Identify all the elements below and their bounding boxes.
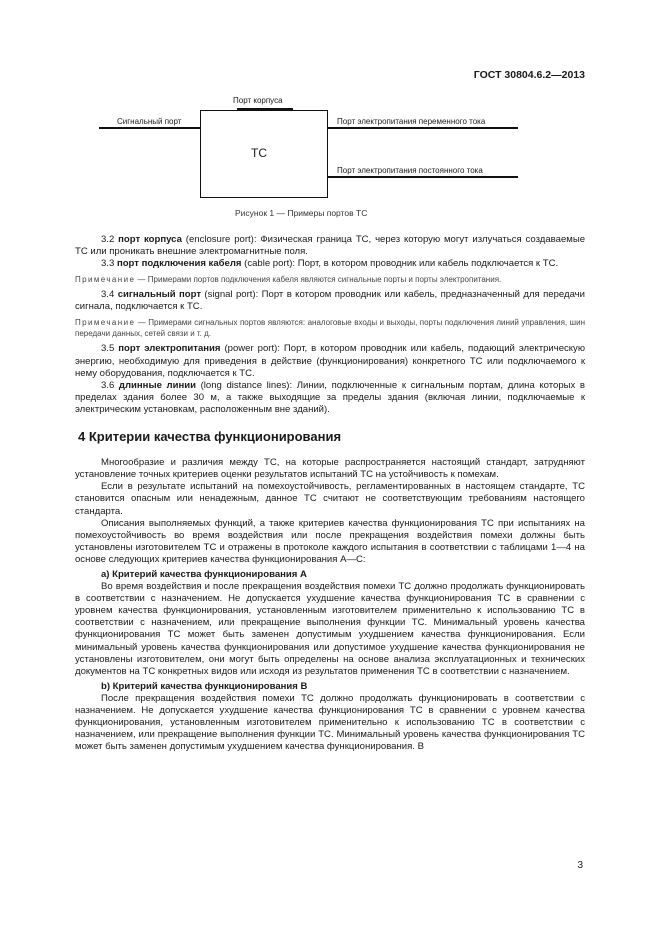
criterion-b-heading: b) Критерий качества функционирования В: [101, 680, 308, 692]
criterion-a-text: Во время воздействия и после прекращения воздействия помехи ТС должно продолжать функционировать в соответствии с назначением. Не допускается ухудшение качества функционирования ТС в сравнении с уровнем качества функционирования, установленным изготовителем применительно к использованию ТС в соответствии с назначением, или прекращение выполнения функции ТС. Минимальный уровень качества функционирования ТС может быть заменен допустимым ухудшением качества функционирования. Если минимальный уровень качества функционирования или допустимое ухудшение качества функционирования не установлены изготовителем, они могут быть определены на основе анализа эксплуатационных и технических документов на ТС конкретных видов или исходя из результатов применения ТС в соответствии с назначением.: [75, 581, 585, 677]
equipment-box-label: ТС: [251, 146, 267, 160]
section-4-paragraph-3: Описания выполняемых функций, а также критериев качества функционирования ТС при испытаниях на помехоустойчивость во время воздействия или после прекращения воздействия помехи должны быть установлены изготовителем ТС и отражены в протоколе каждого испытания в соответствии с таблицами 1—4 на основе следующих критериев качества функционирования А—С:: [75, 517, 585, 565]
note-signal-port: Примечание — Примерами сигнальных портов являются: аналоговые входы и выходы, порты подключения линий управления, шин передачи данных, сетей связи и т. д.: [75, 318, 585, 339]
section-4-paragraph-1: Многообразие и различия между ТС, на которые распространяется настоящий стандарт, затрудняют установление точных критериев оценки результатов испытаний ТС на устойчивость к помехам.: [75, 457, 585, 481]
criterion-b-text: После прекращения воздействия помехи ТС должно продолжать функционировать в соответствии с назначением. Не допускается ухудшение качества функционирования ТС в сравнении с уровнем качества функционирования, установленным изготовителем применительно к использованию ТС в соответствии с назначением, или прекращение выполнения функции ТС. Минимальный уровень качества функционирования ТС может быть заменен допустимым ухудшением качества функционирования. В: [75, 692, 585, 753]
definition-3-6: 3.6 длинные линии (long distance lines): Линии, подключенные к сигнальным портам, длина которых в пределах здания более 30 м, а также выходящие за пределы здания (включая линии, подключаемые к электрическим установкам, расположенным вне зданий).: [75, 379, 585, 415]
page-number: 3: [577, 860, 583, 871]
definition-3-5: 3.5 порт электропитания (power port): Порт, в котором проводник или кабель, подающий электрическую энергию, необходимую для приведения в действие (функционирования) конкретного ТС или подключаемого к нему оборудования, подключается к ТС.: [75, 343, 585, 379]
dc-power-port-label: Порт электропитания постоянного тока: [337, 166, 483, 175]
ac-power-port-label: Порт электропитания переменного тока: [337, 117, 486, 126]
criterion-a-heading: а) Критерий качества функционирования А: [101, 568, 307, 580]
figure-caption: Рисунок 1 — Примеры портов ТС: [235, 208, 368, 218]
definition-3-2: 3.2 порт корпуса (enclosure port): Физическая граница ТС, через которую могут излучаться создаваемые ТС или проникать внешние электромагнитные поля.: [75, 234, 585, 258]
signal-port-line: [99, 127, 200, 129]
figure-ports-diagram: [0, 0, 661, 230]
section-4-heading: 4 Критерии качества функционирования: [78, 429, 342, 445]
dc-power-port-line: [328, 176, 518, 178]
section-4-paragraph-2: Если в результате испытаний на помехоустойчивость, регламентированных в настоящем стандарте, ТС становится опасным или ненадежным, данное ТС считают не соответствующим требованиям настоящего стандарта.: [75, 481, 585, 517]
signal-port-label: Сигнальный порт: [117, 117, 182, 126]
document-body: [75, 234, 585, 753]
enclosure-port-label: Порт корпуса: [233, 96, 283, 105]
note-cable-port: Примечание — Примерами портов подключения кабеля являются сигнальные порты и порты электропитания.: [75, 275, 502, 285]
ac-power-port-line: [328, 127, 518, 129]
document-code: ГОСТ 30804.6.2—2013: [473, 69, 585, 81]
definition-3-4: 3.4 сигнальный порт (signal port): Порт в котором проводник или кабель, предназначенный для передачи сигнала, подключается к ТС.: [75, 289, 585, 313]
definition-3-3: 3.3 порт подключения кабеля (cable port): Порт, в котором проводник или кабель подключается к ТС.: [101, 258, 559, 270]
